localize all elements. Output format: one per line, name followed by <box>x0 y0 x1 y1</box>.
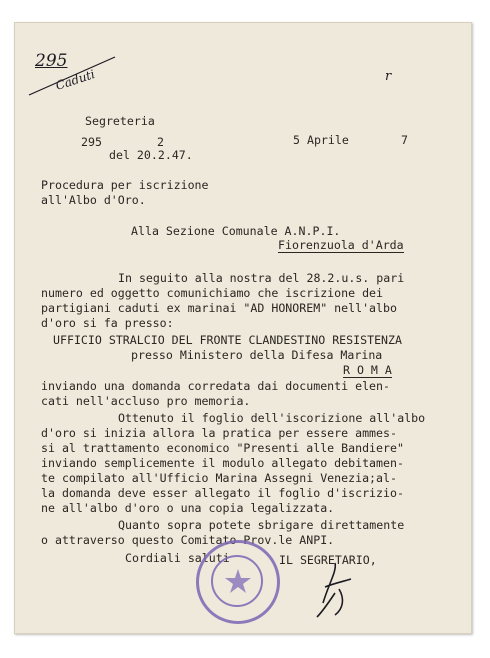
recipient-line-1: Alla Sezione Comunale A.N.P.I. <box>131 224 341 238</box>
body-line: Quanto sopra potete sbrigare direttamente <box>118 518 405 532</box>
letter-date: 5 Aprile <box>293 133 349 147</box>
body-line: cati nell'accluso pro memoria. <box>41 394 251 408</box>
signature-scribble <box>305 553 375 623</box>
body-line: si al trattamento economico "Presenti alle Bandiere" <box>41 441 404 455</box>
stamp-text <box>0 0 1 1</box>
body-line: In seguito alla nostra del 28.2.u.s. pari <box>118 271 405 285</box>
body-line: ne all'albo d'oro o una copia legalizzata. <box>41 501 335 515</box>
handwritten-caduti: Caduti <box>53 67 97 93</box>
body-line: inviando una domanda corredata dai documenti elen- <box>41 379 391 393</box>
handwritten-number: 295 <box>35 51 68 71</box>
stamp-star-icon <box>199 543 277 621</box>
year-digit: 7 <box>401 133 408 147</box>
body-line: Ottenuto il foglio dell'iscorizione all'albo <box>118 411 426 425</box>
body-line: o attraverso questo Comitato Prov.le ANPI. <box>41 533 335 547</box>
body-line: numero ed oggetto comunichiamo che iscrizione dei <box>41 286 384 300</box>
body-line: d'oro si fa presso: <box>41 316 174 330</box>
office-label: Segreteria <box>85 114 155 128</box>
handwritten-diagonal-line <box>23 45 123 105</box>
subject-line-2: all'Albo d'Oro. <box>41 193 146 207</box>
body-line: te compilato all'Ufficio Marina Assegni Venezia;al- <box>41 471 397 485</box>
body-line: R O M A <box>343 363 392 377</box>
body-line: la domanda deve esser allegato il foglio d'iscrizio- <box>41 486 404 500</box>
protocol-sub: 2 <box>157 135 164 149</box>
subject-line-1: Procedura per iscrizione <box>41 178 209 192</box>
handwritten-mark: r <box>385 69 392 84</box>
body-line: UFFICIO STRALCIO DEL FRONTE CLANDESTINO RESISTENZA <box>53 333 403 347</box>
recipient-line-2: Fiorenzuola d'Arda <box>278 238 404 252</box>
body-line: presso Ministero della Difesa Marina <box>131 348 383 362</box>
protocol-number: 295 <box>81 135 102 149</box>
body-line: partigiani caduti ex marinai "AD HONOREM" nell'albo <box>41 301 397 315</box>
reference-date: del 20.2.47. <box>109 148 193 162</box>
body-line: d'oro si inizia allora la pratica per essere ammes- <box>41 426 397 440</box>
body-line: inviando semplicemente il modulo allegato debitamen- <box>41 456 404 470</box>
closing-greeting: Cordiali saluti <box>125 551 230 565</box>
signer-title: IL SEGRETARIO, <box>279 553 377 567</box>
association-stamp <box>196 540 280 624</box>
